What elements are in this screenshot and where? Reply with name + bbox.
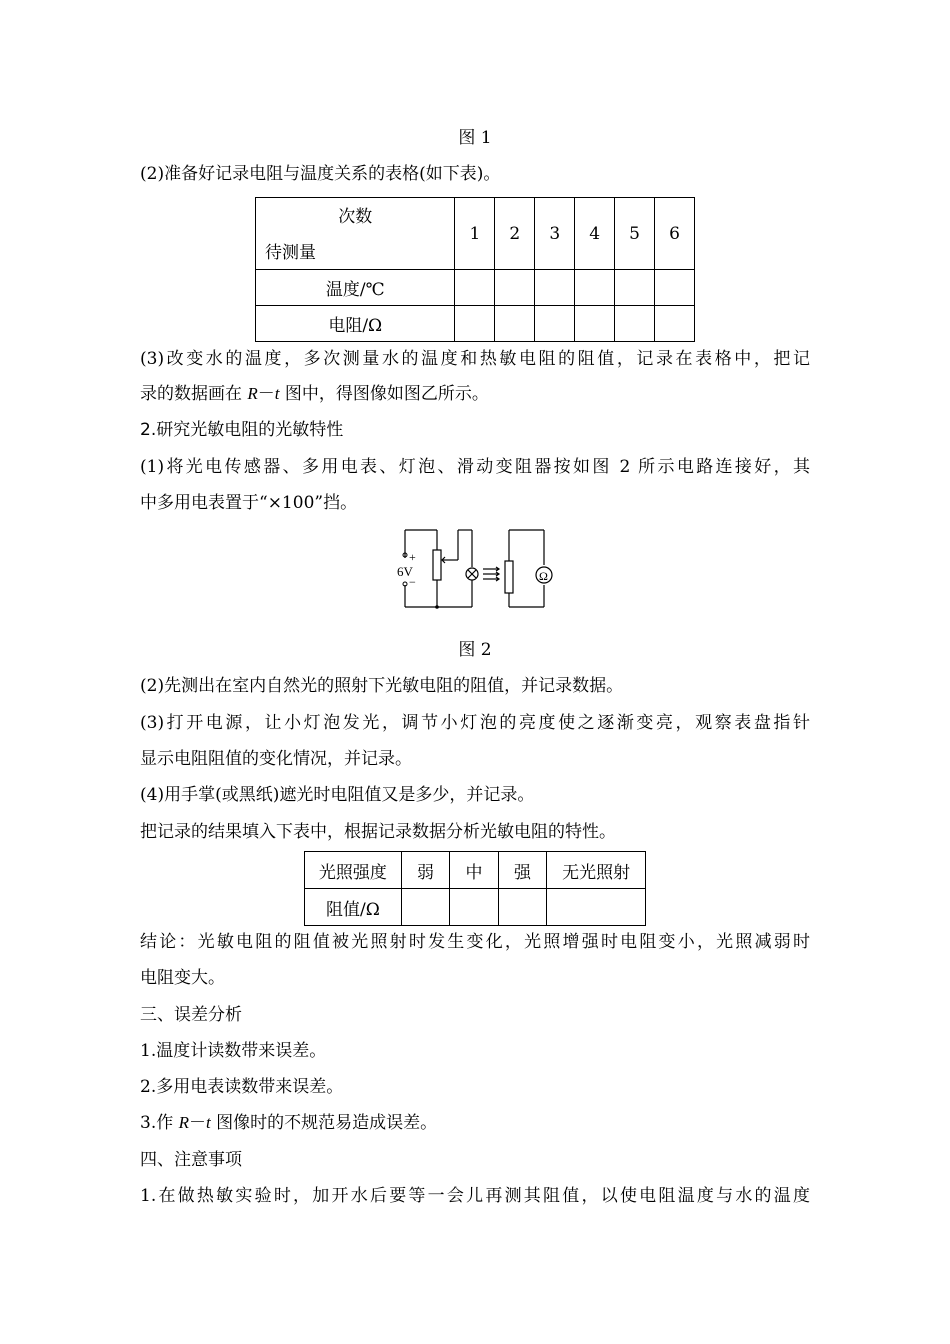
section-3-heading: 三、误差分析 — [140, 1005, 242, 1025]
row-label-resistance: 电阻/Ω — [256, 306, 455, 342]
table-cell — [455, 270, 495, 306]
text-fragment: 录的数据画在 — [140, 384, 248, 404]
text-fragment: 图像时的不规范易造成误差。 — [210, 1113, 438, 1133]
minus-label: − — [409, 575, 416, 589]
variable-t: t — [274, 384, 280, 403]
figure-1-caption: 图 1 — [458, 128, 492, 148]
table-cell — [535, 270, 575, 306]
s2-fill-instruction: 把记录的结果填入下表中，根据记录数据分析光敏电阻的特性。 — [140, 822, 616, 842]
table-cell — [535, 306, 575, 342]
table-cell — [401, 889, 450, 926]
variable-R: R — [178, 1113, 190, 1132]
header-light-intensity: 光照强度 — [305, 852, 402, 889]
conclusion-line-2: 电阻变大。 — [140, 968, 225, 988]
circuit-diagram — [393, 525, 553, 615]
s2-step-3-line-2: 显示电阻阻值的变化情况，并记录。 — [140, 749, 412, 769]
s2-step-1-line-2: 中多用电表置于“×100”挡。 — [140, 493, 358, 513]
column-header: 5 — [615, 198, 655, 270]
error-item-1: 1.温度计读数带来误差。 — [140, 1041, 327, 1061]
voltage-label: 6V — [397, 564, 413, 579]
row-label-temperature: 温度/℃ — [256, 270, 455, 306]
error-item-2: 2.多用电表读数带来误差。 — [140, 1077, 344, 1097]
header-medium: 中 — [450, 852, 499, 889]
ohm-symbol: Ω — [539, 569, 548, 583]
table-cell — [575, 306, 615, 342]
table-cell — [498, 889, 547, 926]
table-cell — [655, 306, 695, 342]
error-item-3 — [140, 1111, 810, 1135]
variable-t: t — [206, 1113, 211, 1132]
text-fragment: － — [257, 384, 275, 404]
table-cell — [455, 306, 495, 342]
plus-label: + — [409, 550, 416, 564]
table-row — [305, 889, 646, 926]
table-row — [305, 852, 646, 889]
table-cell — [575, 270, 615, 306]
corner-bottom-label: 待测量 — [265, 243, 316, 263]
column-header: 3 — [535, 198, 575, 270]
table-cell — [615, 306, 655, 342]
column-header: 4 — [575, 198, 615, 270]
section-4-heading: 四、注意事项 — [140, 1150, 242, 1170]
table-cell — [547, 889, 646, 926]
step-2-text: (2)准备好记录电阻与温度关系的表格(如下表)。 — [140, 164, 501, 184]
figure-2-caption: 图 2 — [458, 640, 492, 660]
text-fragment: 3.作 — [140, 1113, 179, 1133]
corner-top-label: 次数 — [338, 207, 373, 227]
step-3-line-1: (3)改变水的温度，多次测量水的温度和热敏电阻的阻值，记录在表格中，把记 — [140, 349, 810, 369]
junction-dot — [435, 605, 439, 609]
note-item-1: 1.在做热敏实验时，加开水后要等一会儿再测其阻值，以使电阻温度与水的温度 — [140, 1186, 810, 1206]
column-header: 2 — [495, 198, 535, 270]
row-label-resistance: 阻值/Ω — [305, 889, 402, 926]
table-row — [256, 270, 695, 306]
header-weak: 弱 — [401, 852, 450, 889]
section-2-heading: 2.研究光敏电阻的光敏特性 — [140, 420, 344, 440]
resistance-temperature-table — [255, 197, 695, 342]
column-header: 1 — [455, 198, 495, 270]
conclusion-line-1: 结论：光敏电阻的阻值被光照射时发生变化，光照增强时电阻变小，光照减弱时 — [140, 932, 810, 952]
table-cell — [495, 270, 535, 306]
variable-R: R — [247, 384, 258, 403]
text-fragment: 图中，得图像如图乙所示。 — [279, 384, 489, 404]
rheostat — [433, 550, 441, 580]
s2-step-2: (2)先测出在室内自然光的照射下光敏电阻的阻值，并记录数据。 — [140, 676, 624, 696]
header-no-light: 无光照射 — [547, 852, 646, 889]
column-header: 6 — [655, 198, 695, 270]
header-strong: 强 — [498, 852, 547, 889]
photoresistor — [505, 561, 513, 593]
table-cell — [655, 270, 695, 306]
table-cell — [615, 270, 655, 306]
light-resistance-table — [304, 851, 646, 926]
table-cell — [450, 889, 499, 926]
text-fragment: － — [189, 1113, 207, 1133]
table-cell — [495, 306, 535, 342]
table-corner-cell — [256, 198, 455, 270]
step-3-line-2 — [140, 382, 810, 406]
s2-step-1-line-1: (1)将光电传感器、多用电表、灯泡、滑动变阻器按如图 2 所示电路连接好，其 — [140, 457, 810, 477]
s2-step-3-line-1: (3)打开电源，让小灯泡发光，调节小灯泡的亮度使之逐渐变亮，观察表盘指针 — [140, 713, 810, 733]
table-row — [256, 306, 695, 342]
s2-step-4: (4)用手掌(或黑纸)遮光时电阻值又是多少，并记录。 — [140, 785, 535, 805]
